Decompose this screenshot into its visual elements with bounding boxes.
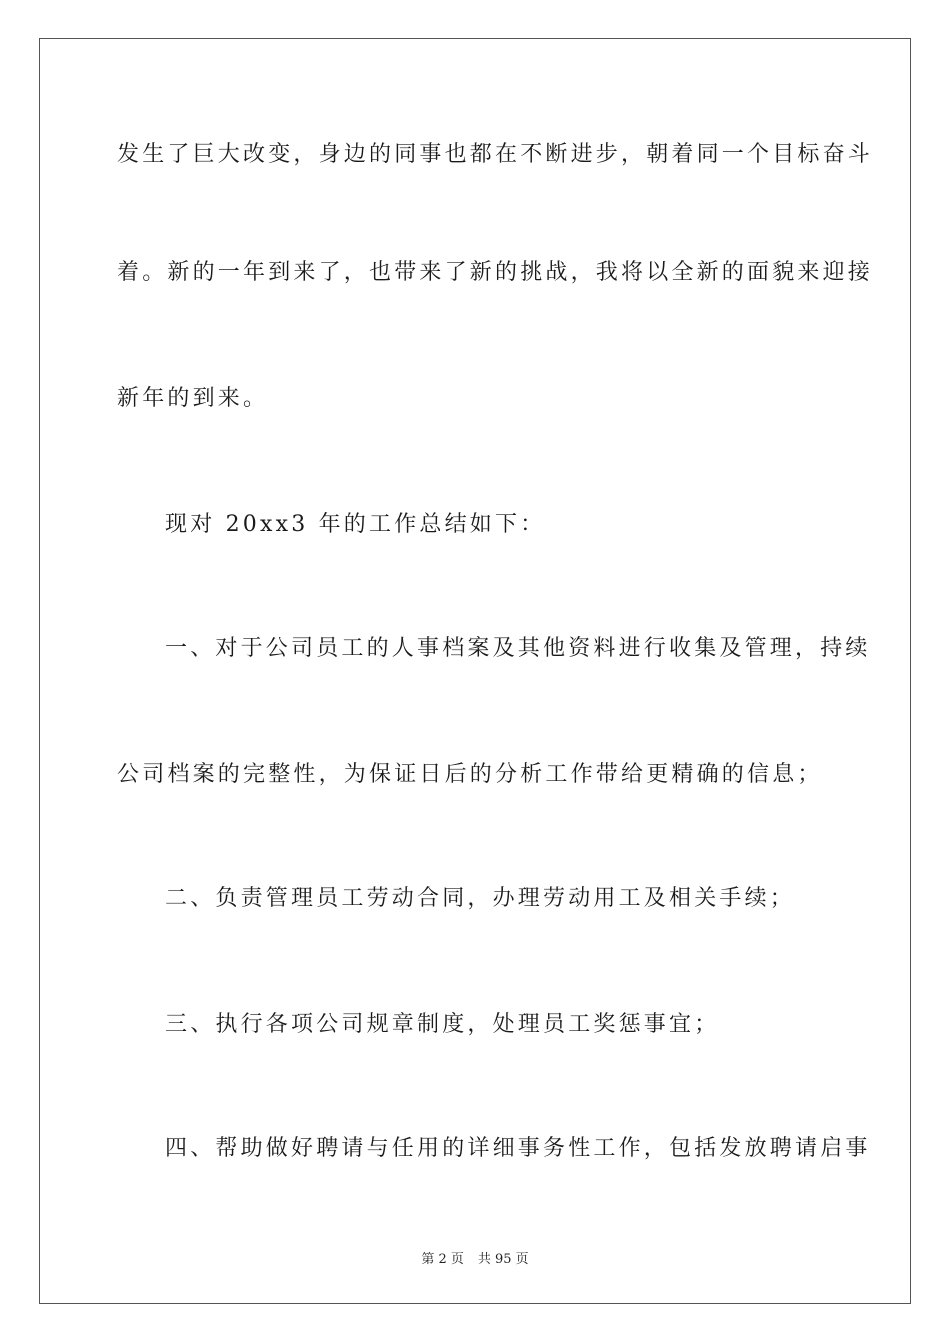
body-text-line: 三、执行各项公司规章制度，处理员工奖惩事宜； — [165, 1012, 720, 1037]
body-text-line: 二、负责管理员工劳动合同，办理劳动用工及相关手续； — [165, 886, 796, 911]
body-text-line: 四、帮助做好聘请与任用的详细事务性工作，包括发放聘请启事 — [165, 1136, 871, 1161]
body-text-line: 公司档案的完整性，为保证日后的分析工作带给更精确的信息； — [117, 762, 823, 787]
page-total: 共 95 页 — [477, 1252, 529, 1267]
body-text-line: 发生了巨大改变，身边的同事也都在不断进步，朝着同一个目标奋斗 — [117, 142, 874, 167]
page-number: 第 2 页 — [421, 1252, 464, 1267]
body-text-line: 一、对于公司员工的人事档案及其他资料进行收集及管理，持续 — [165, 636, 871, 661]
body-text-line: 着。新的一年到来了，也带来了新的挑战，我将以全新的面貌来迎接 — [117, 260, 874, 285]
page-frame — [39, 38, 911, 1304]
body-text-line: 新年的到来。 — [117, 386, 269, 411]
page-footer — [0, 1248, 950, 1267]
body-text-line: 现对 20xx3 年的工作总结如下： — [165, 512, 546, 537]
